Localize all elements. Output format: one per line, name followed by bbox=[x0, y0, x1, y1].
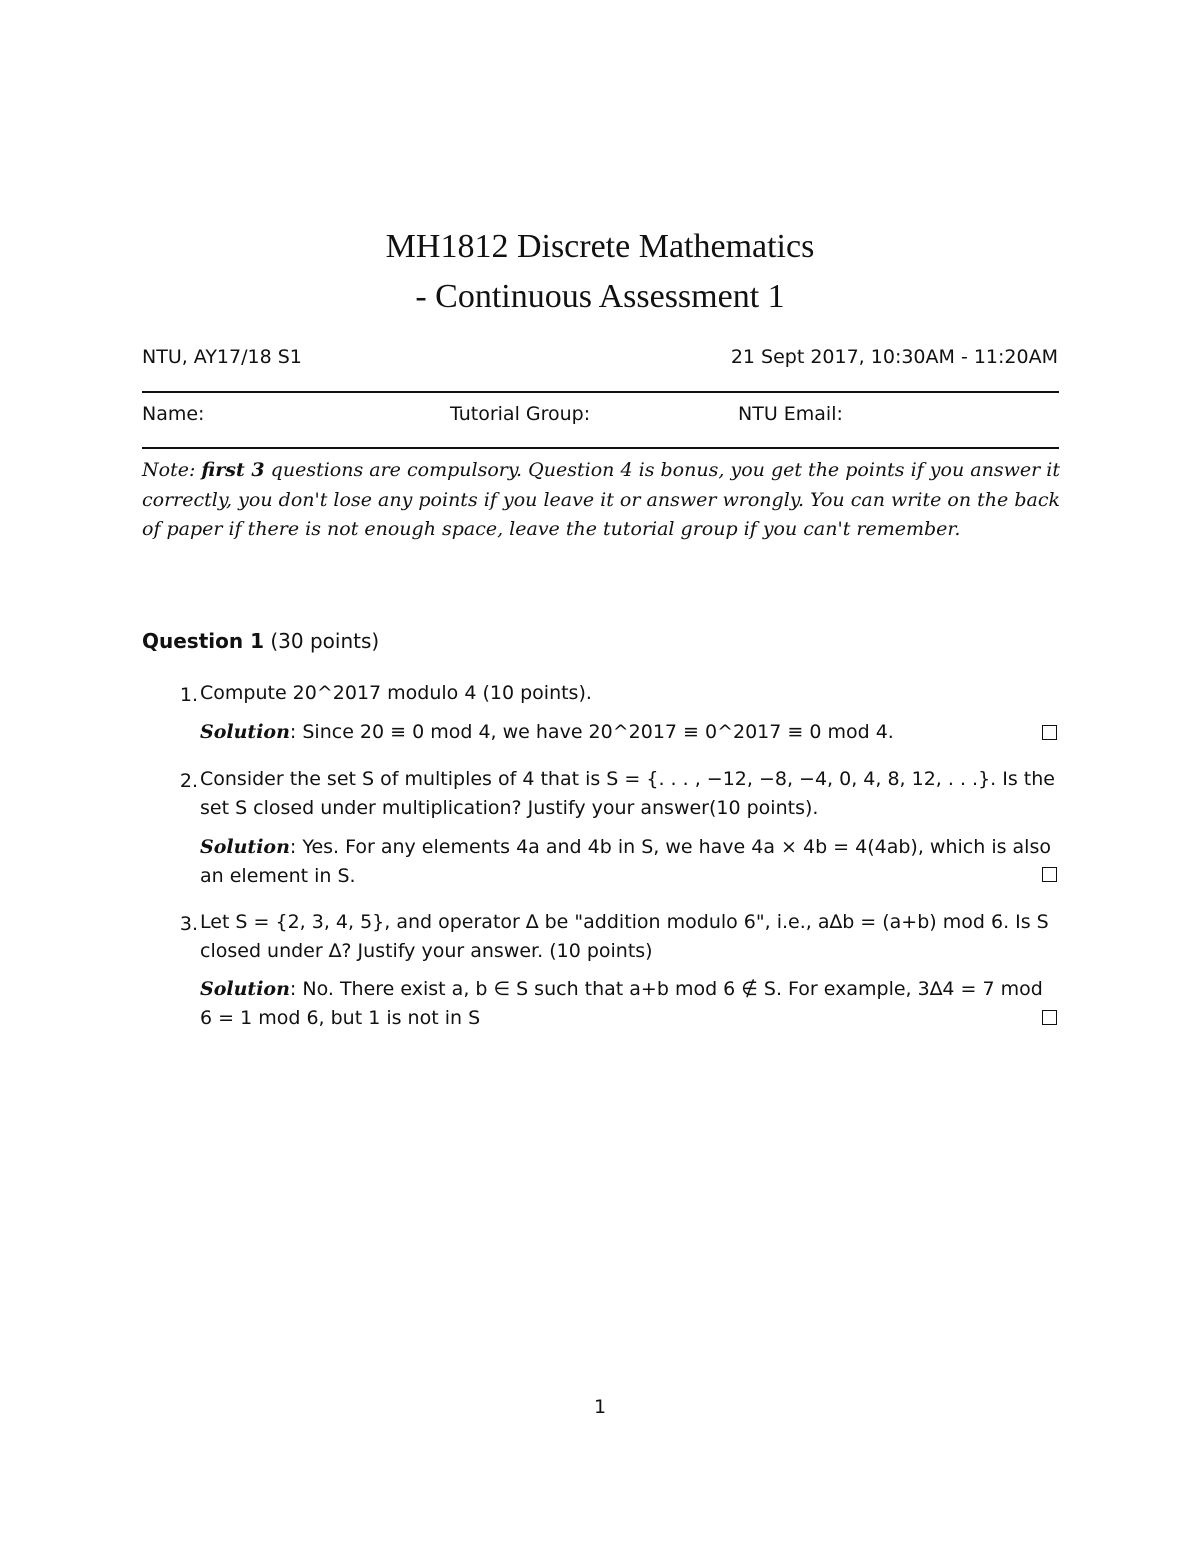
item-3-solution bbox=[200, 975, 1060, 1032]
item-3-question: Let S = {2, 3, 4, 5}, and operator ∆ be "addition modulo 6", i.e., a∆b = (a+b) mod 6. Is S closed under ∆? Justify your answer. (10 points) bbox=[200, 911, 1049, 962]
title-line-1: MH1812 Discrete Mathematics bbox=[385, 228, 815, 265]
note-emphasis: first 3 bbox=[201, 459, 265, 481]
title-line-2: - Continuous Assessment 1 bbox=[415, 278, 785, 315]
email-field-label: NTU Email: bbox=[738, 403, 843, 425]
bottom-rule bbox=[142, 447, 1059, 449]
item-3-number: 3. bbox=[179, 913, 198, 935]
item-1-solution bbox=[200, 718, 1060, 747]
question-1-points: (30 points) bbox=[270, 629, 380, 653]
item-2-solution bbox=[200, 833, 1060, 890]
item-1-question: Compute 20^2017 modulo 4 (10 points). bbox=[200, 682, 592, 704]
item-2-number: 2. bbox=[179, 770, 198, 792]
question-1-heading bbox=[142, 631, 379, 651]
note-text: questions are compulsory. Question 4 is bonus, you get the points if you answer it correctly, you don't lose any points if you leave it or answer wrongly. You can write on the back of paper if there is not enough space, leave the tutorial group if you can't remember. bbox=[142, 459, 1060, 540]
item-2-question: Consider the set S of multiples of 4 that is S = {. . . , −12, −8, −4, 0, 4, 8, 12, . . .}. Is the set S closed under multiplication? Justify your answer(10 points). bbox=[200, 768, 1055, 819]
item-3-solution-text: : No. There exist a, b ∈ S such that a+b mod 6 ∉ S. For example, 3∆4 = 7 mod 6 = 1 mod 6, but 1 is not in S bbox=[200, 978, 1043, 1029]
qed-box-icon bbox=[1042, 867, 1057, 882]
qed-box-icon bbox=[1042, 725, 1057, 740]
note-prefix: Note: bbox=[142, 459, 202, 481]
instructions-note bbox=[142, 456, 1060, 545]
item-2-solution-text: : Yes. For any elements 4a and 4b in S, we have 4a × 4b = 4(4ab), which is also an element in S. bbox=[200, 836, 1051, 887]
item-3-solution-label: Solution bbox=[200, 978, 290, 1000]
tutorial-group-field-label: Tutorial Group: bbox=[450, 403, 591, 425]
qed-box-icon bbox=[1042, 1010, 1057, 1025]
page-number: 1 bbox=[593, 1396, 607, 1418]
institution-term: NTU, AY17/18 S1 bbox=[142, 346, 302, 368]
exam-datetime: 21 Sept 2017, 10:30AM - 11:20AM bbox=[730, 346, 1058, 368]
question-1-label: Question 1 bbox=[142, 629, 264, 653]
item-2-solution-label: Solution bbox=[200, 836, 290, 858]
item-1-solution-label: Solution bbox=[200, 721, 290, 743]
item-1-solution-text: : Since 20 ≡ 0 mod 4, we have 20^2017 ≡ 0^2017 ≡ 0 mod 4. bbox=[289, 721, 894, 743]
item-1-number: 1. bbox=[179, 684, 198, 706]
name-field-label: Name: bbox=[142, 403, 205, 425]
top-rule bbox=[142, 391, 1059, 393]
